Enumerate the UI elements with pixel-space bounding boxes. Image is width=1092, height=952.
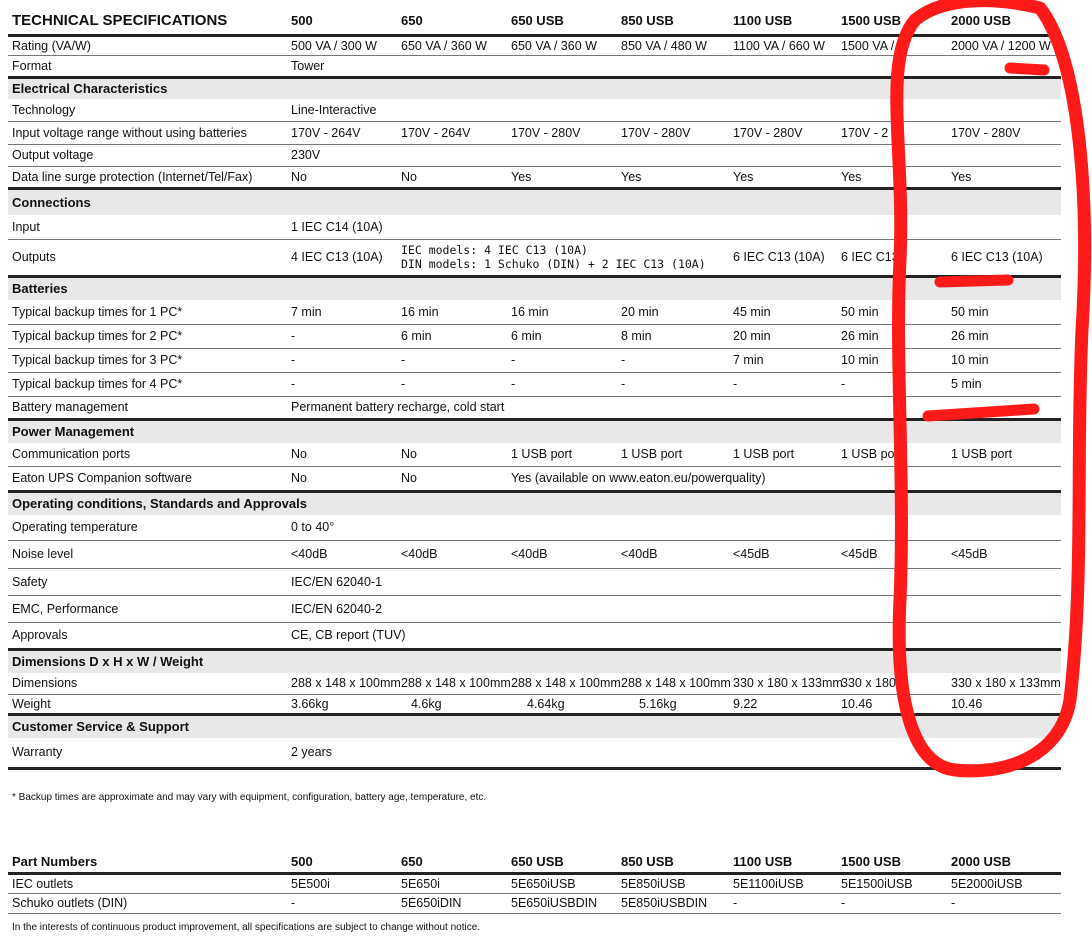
cell-value: 288 x 148 x 100mm (287, 673, 397, 694)
disclaimer-text: In the interests of continuous product improvement, all specifications are subject to change without notice. (12, 922, 481, 933)
din-outlets-row (8, 893, 1061, 913)
model-header: 500 (287, 851, 397, 873)
cell-value: 1 USB port (507, 443, 617, 466)
model-header: 650 USB (507, 8, 617, 35)
cell-value: - (287, 348, 397, 372)
cell-value: Tower (291, 58, 325, 73)
model-header: 850 USB (617, 8, 729, 35)
cell-value: 5E2000iUSB (947, 873, 1061, 893)
cell-value: 16 min (397, 300, 507, 324)
cell-value: <45dB (729, 540, 837, 568)
row-label: Warranty (8, 738, 287, 768)
cell-value: 330 x 180 x 133mm (729, 673, 837, 694)
cell-value: 5E650iUSB (507, 873, 617, 893)
cell-value: 10 min (947, 348, 1061, 372)
cell-value: 7 min (729, 348, 837, 372)
cell-value: 4 IEC C13 (10A) (291, 250, 383, 264)
cell-value: 1 USB port (729, 443, 837, 466)
cell-value: 26 min (837, 324, 947, 348)
cell-value: 6 min (397, 324, 507, 348)
safety-row (8, 568, 1061, 595)
warranty-row (8, 738, 1061, 768)
section-connections (8, 188, 1061, 215)
battery-management-row (8, 396, 1061, 419)
section-title: Dimensions D x H x W / Weight (8, 649, 1061, 673)
row-label: Communication ports (8, 443, 287, 466)
cell-value: 3.66kg (291, 696, 329, 711)
cell-value: 50 min (947, 300, 1061, 324)
technology-row (8, 99, 1061, 121)
cell-value: - (729, 372, 837, 396)
emc-row (8, 595, 1061, 622)
cell-value: No (291, 169, 307, 184)
row-label: Typical backup times for 4 PC* (8, 372, 287, 396)
cell-value: 9.22 (733, 696, 758, 711)
cell-value: <45dB (837, 540, 947, 568)
cell-value: 4.6kg (411, 696, 442, 711)
model-header: 850 USB (617, 851, 729, 873)
parts-title: Part Numbers (8, 851, 287, 873)
parts-header-row (8, 851, 1061, 873)
row-label: Schuko outlets (DIN) (8, 893, 287, 913)
iec-outlets-row (8, 873, 1061, 893)
cell-value: No (291, 471, 307, 485)
cell-value: - (617, 372, 729, 396)
row-label: Data line surge protection (Internet/Tel/Fax) (12, 169, 253, 184)
model-header: 650 (397, 851, 507, 873)
input-row (8, 215, 1061, 239)
row-label: IEC outlets (8, 873, 287, 893)
cell-value: 0 to 40° (287, 515, 1061, 540)
cell-value: 8 min (617, 324, 729, 348)
cell-value: 288 x 148 x 100mm (617, 673, 729, 694)
row-label: Operating temperature (8, 515, 287, 540)
op-temp-row (8, 515, 1061, 540)
model-header: 500 (287, 8, 397, 35)
row-label: Weight (12, 696, 51, 711)
section-power-management (8, 419, 1061, 443)
cell-value: 170V - 264V (397, 121, 507, 144)
section-title: Customer Service & Support (8, 714, 1061, 738)
cell-value: 5E850iUSBDIN (617, 893, 729, 913)
cell-value: No (401, 169, 417, 184)
model-header: 2000 USB (947, 851, 1061, 873)
cell-value: 5E1500iUSB (837, 873, 947, 893)
cell-value: 5E650i (397, 873, 507, 893)
row-label: Input (8, 215, 287, 239)
dimensions-row (8, 673, 1061, 694)
cell-value: Yes (available on www.eaton.eu/powerquality) (511, 471, 766, 485)
cell-value: - (729, 893, 837, 913)
weight-row (8, 694, 1061, 714)
backup4-row (8, 372, 1061, 396)
cell-value: - (397, 372, 507, 396)
row-label: Typical backup times for 1 PC* (8, 300, 287, 324)
row-label: EMC, Performance (8, 595, 287, 622)
section-customer-service (8, 714, 1061, 738)
row-label: Technology (8, 99, 287, 121)
row-label: Dimensions (8, 673, 287, 694)
cell-value: 170V - 264V (287, 121, 397, 144)
cell-value: 170V - 280V (507, 121, 617, 144)
cell-value: Yes (951, 169, 972, 184)
cell-value: No (401, 471, 417, 485)
cell-value: 45 min (729, 300, 837, 324)
cell-value: - (507, 372, 617, 396)
cell-value: No (397, 443, 507, 466)
cell-value: - (287, 324, 397, 348)
cell-value: 5 min (947, 372, 1061, 396)
cell-value: <40dB (287, 540, 397, 568)
cell-value: 6 IEC C13 (10A) (733, 250, 825, 264)
cell-value: Yes (841, 169, 862, 184)
cell-value: 288 x 148 x 100mm (397, 673, 507, 694)
cell-value: <45dB (947, 540, 1061, 568)
cell-value: 170V - 280V (617, 121, 729, 144)
cell-value: 6 IEC C13 (841, 250, 899, 264)
row-label: Input voltage range without using batteries (8, 121, 287, 144)
section-title: Batteries (8, 276, 1061, 300)
output-voltage-row (8, 144, 1061, 166)
cell-value: 10.46 (951, 696, 983, 711)
section-dimensions (8, 649, 1061, 673)
cell-value: 650 VA / 360 W (507, 35, 617, 55)
backup1-row (8, 300, 1061, 324)
section-title: Connections (8, 188, 1061, 215)
cell-value: - (617, 348, 729, 372)
section-title: Power Management (8, 419, 1061, 443)
model-header: 650 (397, 8, 507, 35)
row-label: Outputs (12, 250, 56, 264)
cell-value: 20 min (617, 300, 729, 324)
cell-value: Yes (733, 169, 754, 184)
section-title: Electrical Characteristics (8, 77, 1061, 99)
input-range-row (8, 121, 1061, 144)
cell-value: 50 min (837, 300, 947, 324)
cell-value: CE, CB report (TUV) (291, 628, 406, 642)
row-label: Battery management (12, 400, 129, 414)
cell-value: <40dB (507, 540, 617, 568)
row-label: Format (12, 58, 52, 73)
model-header: 1100 USB (729, 851, 837, 873)
cell-value: 850 VA / 480 W (617, 35, 729, 55)
backup-times-footnote: * Backup times are approximate and may vary with equipment, configuration, battery age, temperature, etc. (12, 792, 487, 803)
cell-value: 10.46 (841, 696, 873, 711)
section-batteries (8, 276, 1061, 300)
cell-value: 330 x 180 (837, 673, 947, 694)
cell-value: 170V - 2 (837, 121, 947, 144)
cell-value: 1 USB port (617, 443, 729, 466)
cell-value: Permanent battery recharge, cold start (291, 400, 505, 414)
cell-value: 1100 VA / 660 W (729, 35, 837, 55)
cell-value: IEC/EN 62040-1 (287, 568, 1061, 595)
cell-value: Yes (621, 169, 642, 184)
row-label: Typical backup times for 3 PC* (8, 348, 287, 372)
surge-row (8, 166, 1061, 188)
cell-value: 7 min (287, 300, 397, 324)
cell-value: 5E850iUSB (617, 873, 729, 893)
cell-value: - (507, 348, 617, 372)
row-label: Approvals (12, 628, 68, 642)
model-header: 1100 USB (729, 8, 837, 35)
outputs-row (8, 239, 1061, 276)
cell-value: - (837, 893, 947, 913)
cell-value: 20 min (729, 324, 837, 348)
row-label: Typical backup times for 2 PC* (8, 324, 287, 348)
row-label: Eaton UPS Companion software (12, 471, 192, 485)
cell-value: Yes (511, 169, 532, 184)
cell-value: 2000 VA / 1200 W (947, 35, 1061, 55)
section-title: Operating conditions, Standards and Approvals (8, 491, 1061, 515)
backup3-row (8, 348, 1061, 372)
format-row (8, 55, 1061, 77)
spec-title: TECHNICAL SPECIFICATIONS (8, 8, 287, 35)
cell-value: - (397, 348, 507, 372)
cell-value: 170V - 280V (729, 121, 837, 144)
cell-value: Line-Interactive (287, 99, 1061, 121)
row-label: Safety (8, 568, 287, 595)
backup2-row (8, 324, 1061, 348)
cell-value: 330 x 180 x 133mm (947, 673, 1061, 694)
approvals-row (8, 622, 1061, 649)
row-label: Output voltage (8, 144, 287, 166)
cell-value: 1 IEC C14 (10A) (287, 215, 1061, 239)
cell-value: 288 x 148 x 100mm (507, 673, 617, 694)
cell-value: 16 min (507, 300, 617, 324)
cell-value: 1 USB port (947, 443, 1061, 466)
model-header: 1500 USB (837, 851, 947, 873)
cell-value: 500 VA / 300 W (287, 35, 397, 55)
cell-value: 1 USB po (837, 443, 947, 466)
rating-row (8, 35, 1061, 55)
cell-value: - (287, 893, 397, 913)
model-header: 2000 USB (947, 8, 1061, 35)
cell-value: IEC/EN 62040-2 (287, 595, 1061, 622)
section-electrical (8, 77, 1061, 99)
cell-value: 10 min (837, 348, 947, 372)
cell-value: 5E1100iUSB (729, 873, 837, 893)
spec-header-row (8, 8, 1061, 35)
cell-value: 2 years (287, 738, 1061, 768)
row-label: Rating (VA/W) (8, 35, 287, 55)
cell-value: IEC models: 4 IEC C13 (10A) DIN models: 1 Schuko (DIN) + 2 IEC C13 (10A) (401, 243, 706, 271)
companion-software-row (8, 466, 1061, 491)
row-label: Noise level (8, 540, 287, 568)
cell-value: 26 min (947, 324, 1061, 348)
cell-value: 230V (287, 144, 1061, 166)
cell-value: 650 VA / 360 W (397, 35, 507, 55)
cell-value: 4.64kg (527, 696, 565, 711)
technical-specifications-table (8, 8, 1061, 770)
cell-value: 1500 VA / 9 (837, 35, 947, 55)
cell-value: 5E650iUSBDIN (507, 893, 617, 913)
cell-value: <40dB (617, 540, 729, 568)
cell-value: 6 IEC C13 (10A) (951, 250, 1043, 264)
noise-row (8, 540, 1061, 568)
model-header: 1500 USB (837, 8, 947, 35)
model-header: 650 USB (507, 851, 617, 873)
cell-value: 170V - 280V (947, 121, 1061, 144)
cell-value: 6 min (507, 324, 617, 348)
cell-value: - (287, 372, 397, 396)
cell-value: 5E650iDIN (397, 893, 507, 913)
cell-value: 5E500i (287, 873, 397, 893)
cell-value: 5.16kg (639, 696, 677, 711)
cell-value: <40dB (397, 540, 507, 568)
part-numbers-table (8, 851, 1061, 914)
cell-value: - (947, 893, 1061, 913)
comm-ports-row (8, 443, 1061, 466)
section-operating (8, 491, 1061, 515)
cell-value: No (287, 443, 397, 466)
cell-value: - (837, 372, 947, 396)
